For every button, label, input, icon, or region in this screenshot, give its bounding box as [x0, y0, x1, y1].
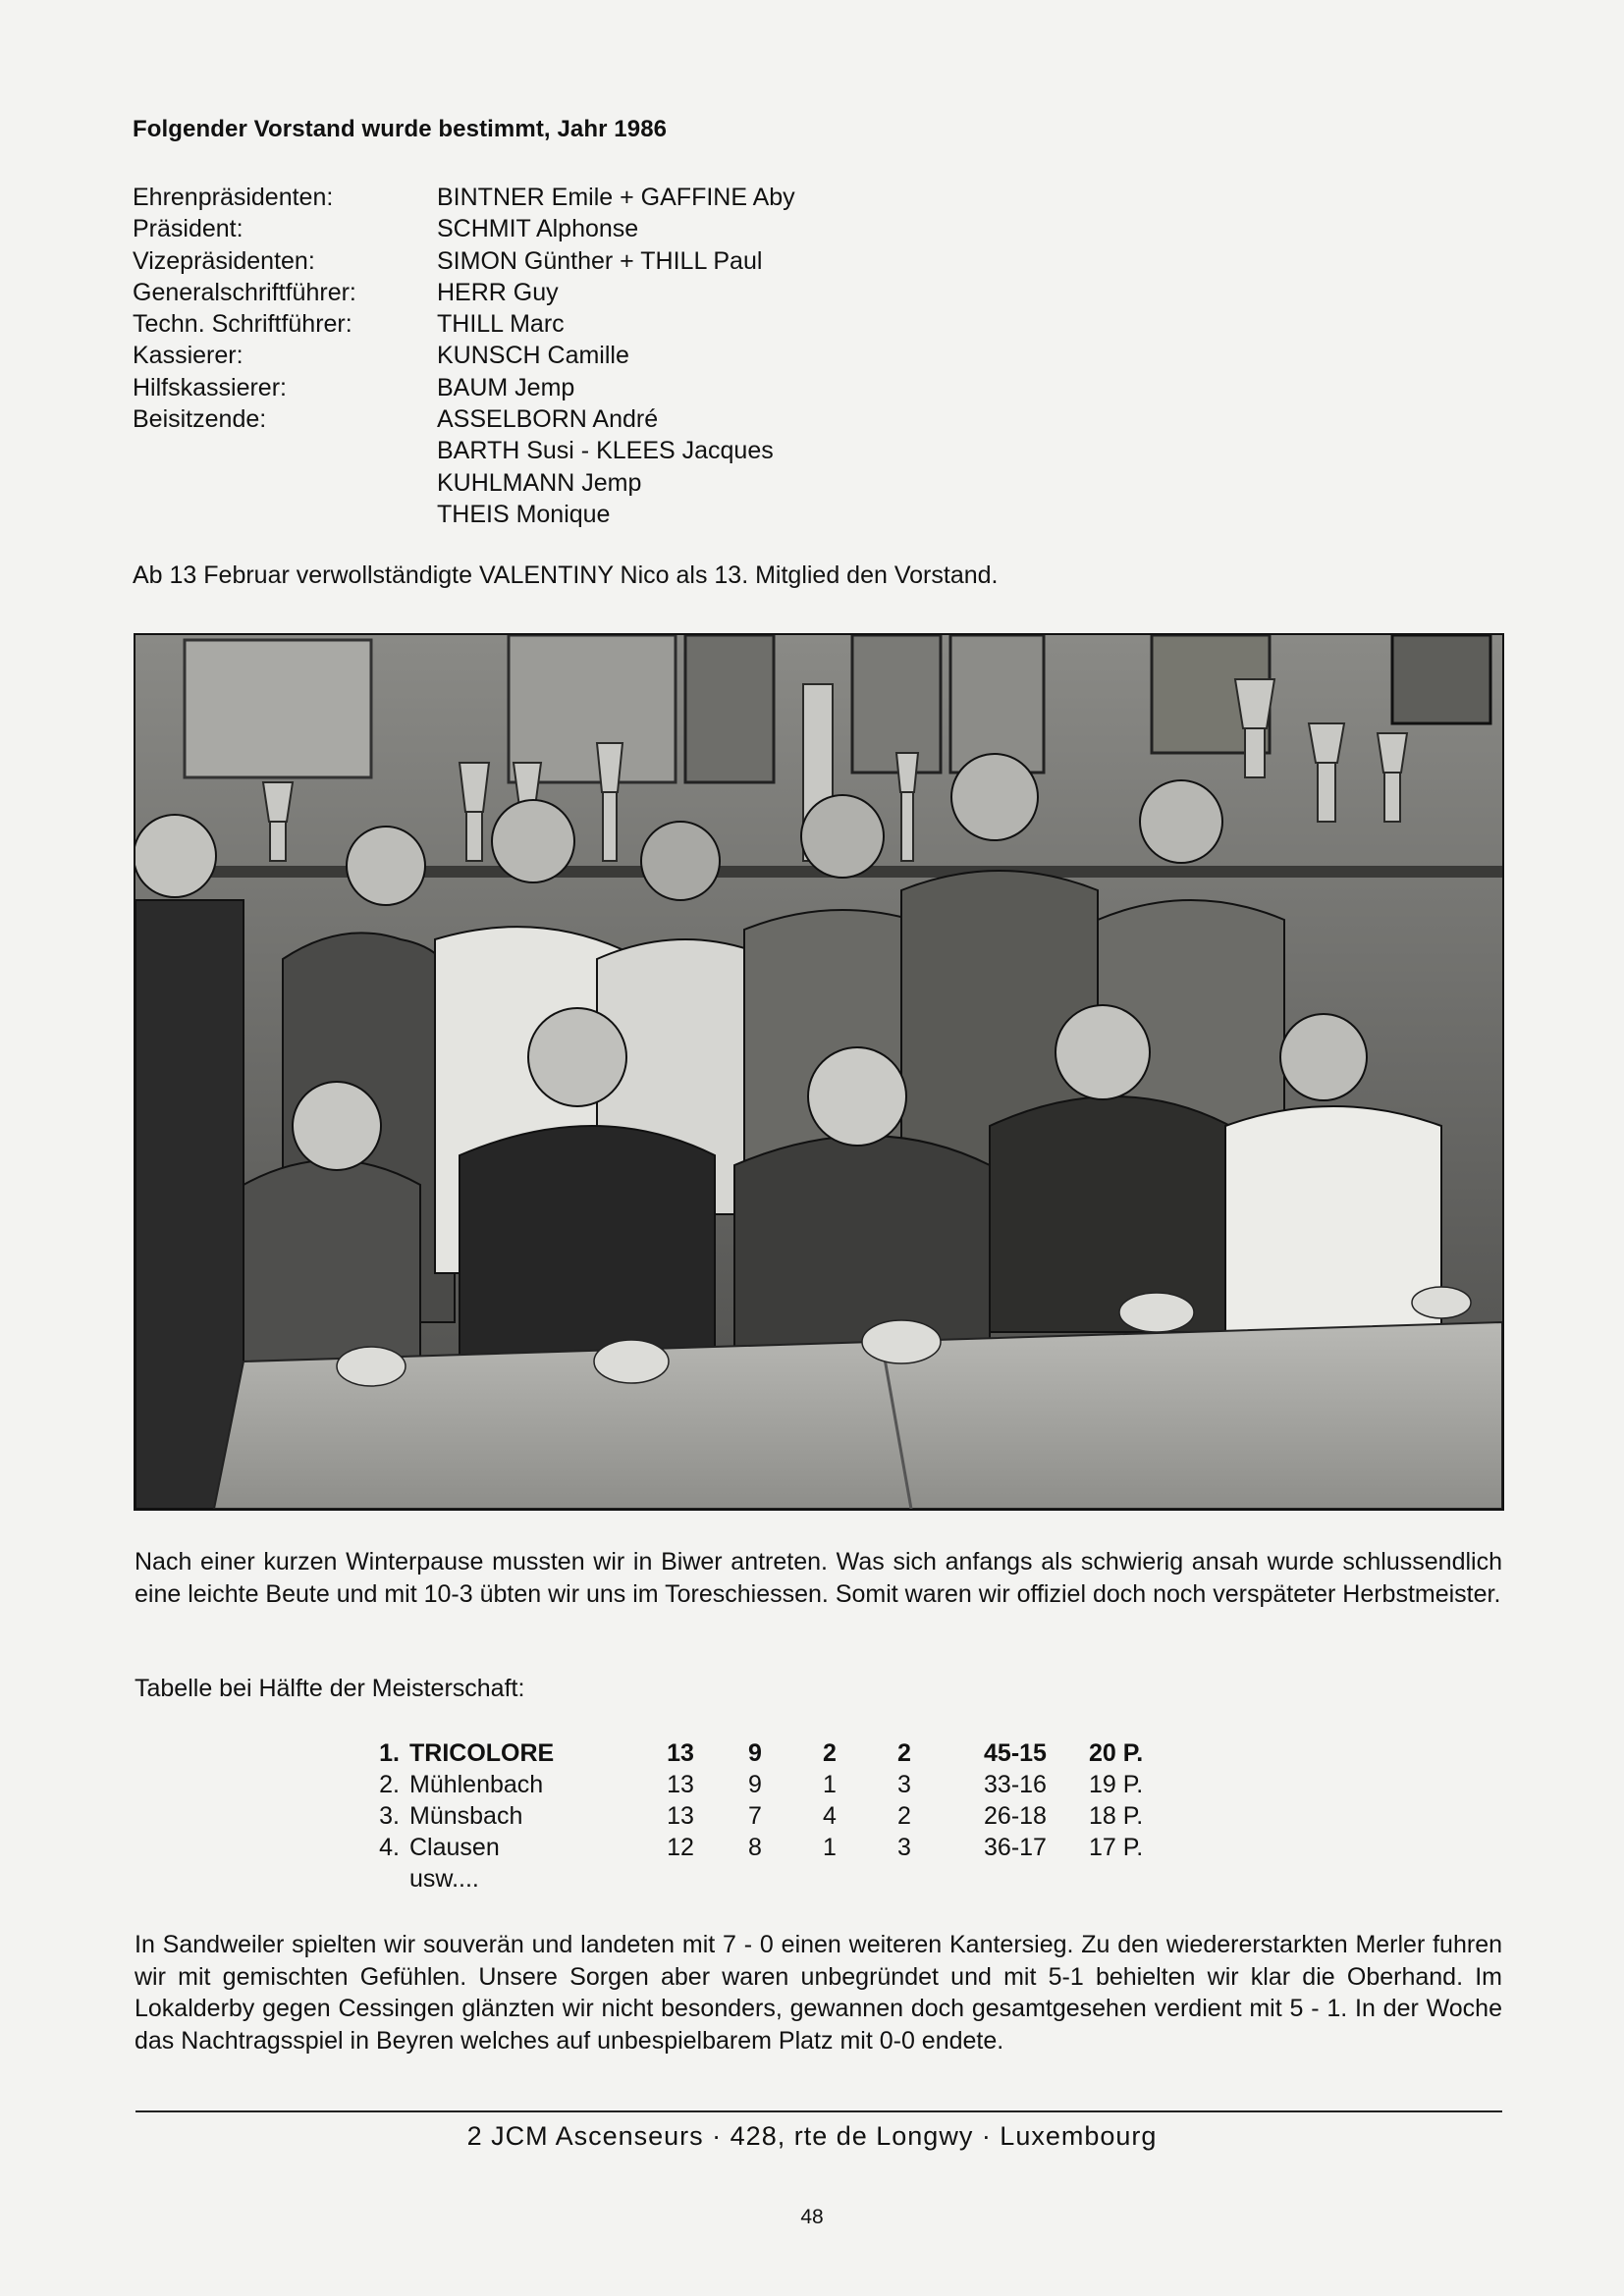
team: Münsbach — [409, 1802, 523, 1830]
board-name: BARTH Susi - KLEES Jacques — [437, 437, 774, 465]
board-role: Generalschriftführer: — [133, 278, 356, 306]
played: 13 — [667, 1771, 694, 1798]
board-row — [133, 182, 795, 213]
board-role: Präsident: — [133, 215, 244, 243]
goals: 36-17 — [984, 1834, 1047, 1861]
standings-etc: usw.... — [409, 1865, 479, 1893]
standings-table — [358, 1737, 1167, 1895]
points: 17 P. — [1089, 1834, 1144, 1861]
goals: 33-16 — [984, 1771, 1047, 1798]
lost: 2 — [897, 1739, 911, 1767]
board-role: Vizepräsidenten: — [133, 246, 315, 275]
board-role: Hilfskassierer: — [133, 373, 287, 401]
table-intro: Tabelle bei Hälfte der Meisterschaft: — [135, 1675, 525, 1702]
won: 8 — [748, 1834, 762, 1861]
board-note: Ab 13 Februar verwollständigte VALENTINY Nico als 13. Mitglied den Vorstand. — [133, 561, 999, 589]
board-row — [133, 372, 795, 403]
lost: 3 — [897, 1771, 911, 1798]
board-role: Techn. Schriftführer: — [133, 310, 352, 339]
board-name: HERR Guy — [437, 278, 559, 306]
board-row — [133, 277, 795, 308]
board-list — [133, 182, 795, 530]
drawn: 1 — [823, 1771, 837, 1798]
team: Clausen — [409, 1834, 500, 1861]
drawn: 2 — [823, 1739, 837, 1767]
table-row — [358, 1737, 1167, 1769]
board-row — [133, 403, 795, 530]
board-name: KUHLMANN Jemp — [437, 468, 642, 497]
group-photo-drawing — [135, 635, 1502, 1509]
rank: 1. — [379, 1739, 400, 1767]
board-name: THILL Marc — [437, 310, 565, 339]
paragraph-results: In Sandweiler spielten wir souverän und landeten mit 7 - 0 einen weiteren Kantersieg. Zu den wiedererstarkten Merler fuhren wir mit gemischten Gefühlen. Unsere Sorgen aber waren unbegründet und mit 5-1 behielten wir klar die Oberhand. Im Lokalderby gegen Cessingen glänzten wir nicht besonders, gewannen doch gesamtgesehen verdient mit 5 - 1. In der Woche das Nachtragsspiel in Beyren welches auf unbespielbarem Platz mit 0-0 endete. — [135, 1931, 1502, 2055]
points: 20 P. — [1089, 1739, 1144, 1767]
won: 7 — [748, 1802, 762, 1830]
lost: 2 — [897, 1802, 911, 1830]
board-role: Beisitzende: — [133, 405, 267, 434]
points: 19 P. — [1089, 1771, 1144, 1798]
won: 9 — [748, 1771, 762, 1798]
drawn: 4 — [823, 1802, 837, 1830]
board-name: SCHMIT Alphonse — [437, 215, 639, 243]
played: 13 — [667, 1739, 694, 1767]
board-row — [133, 308, 795, 340]
paragraph-winterpause: Nach einer kurzen Winterpause mussten wir in Biwer antreten. Was sich anfangs als schwierig ansah wurde schlussendlich eine leichte Beute und mit 10-3 übten wir uns im Toreschiessen. Somit waren wir offiziel doch noch verspäteter Herbstmeister. — [135, 1548, 1502, 1608]
lost: 3 — [897, 1834, 911, 1861]
board-name: KUNSCH Camille — [437, 342, 629, 370]
board-row — [133, 245, 795, 277]
page-heading: Folgender Vorstand wurde bestimmt, Jahr 1986 — [133, 116, 668, 142]
table-row — [358, 1800, 1167, 1832]
footer-advert: 2 JCM Ascenseurs · 428, rte de Longwy · Luxembourg — [466, 2121, 1158, 2151]
page-number: 48 — [800, 2206, 824, 2228]
board-row — [133, 340, 795, 371]
played: 13 — [667, 1802, 694, 1830]
played: 12 — [667, 1834, 694, 1861]
goals: 45-15 — [984, 1739, 1047, 1767]
board-name: ASSELBORN André — [437, 405, 659, 434]
footer-divider — [135, 2110, 1502, 2112]
drawn: 1 — [823, 1834, 837, 1861]
board-name: THEIS Monique — [437, 500, 611, 528]
rank: 3. — [379, 1802, 400, 1830]
table-row — [358, 1769, 1167, 1800]
board-name: BAUM Jemp — [437, 373, 575, 401]
board-role: Ehrenpräsidenten: — [133, 184, 334, 211]
won: 9 — [748, 1739, 762, 1767]
table-row — [358, 1832, 1167, 1863]
team: TRICOLORE — [409, 1739, 555, 1767]
group-photo — [134, 633, 1504, 1511]
board-name: BINTNER Emile + GAFFINE Aby — [437, 184, 795, 211]
board-row — [133, 213, 795, 244]
team: Mühlenbach — [409, 1771, 544, 1798]
points: 18 P. — [1089, 1802, 1144, 1830]
rank: 2. — [379, 1771, 400, 1798]
goals: 26-18 — [984, 1802, 1047, 1830]
board-role: Kassierer: — [133, 342, 244, 370]
board-name: SIMON Günther + THILL Paul — [437, 246, 763, 275]
rank: 4. — [379, 1834, 400, 1861]
